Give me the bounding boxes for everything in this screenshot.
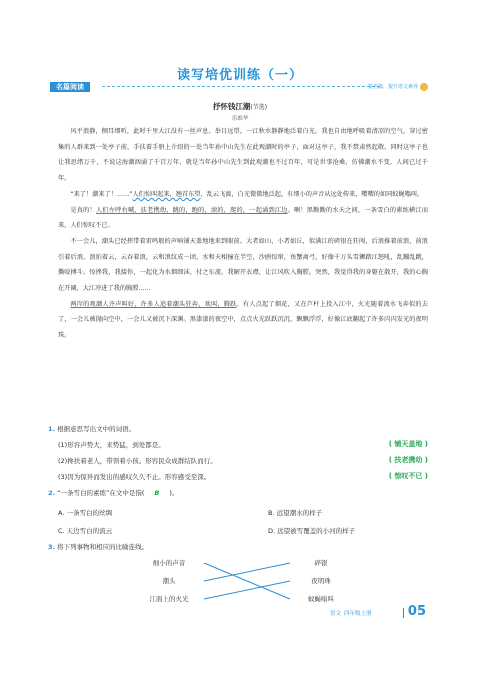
match-line (204, 563, 290, 581)
match-left-item[interactable]: 细小的声音 (152, 559, 186, 567)
option[interactable]: B. 远望潮水的样子 (268, 509, 323, 517)
match-line (204, 563, 290, 599)
question-text: “一条雪白的素练”在文中是指( (57, 489, 145, 497)
banner-divider (102, 86, 380, 87)
answer-text[interactable]: ( 扶老携幼 ) (388, 456, 428, 464)
article-title (0, 101, 480, 112)
question-text: 根据意思写出文中的词语。 (57, 425, 136, 433)
paragraph (58, 297, 428, 344)
section-slogan: 览名篇，提升语文素养 (367, 84, 418, 90)
text-run: 。有人点起了烟花，又在芦杆上投入江中，火光随着流水飞奔似的去了，一会儿被抛向空中，一会儿又被沉下深渊。黑漆漆的夜空中，点点火光跃跃沉沉，飘飘浮浮，好像江底翻起了许多闪闪发光的夜明珠。 (58, 300, 428, 340)
match-right-item[interactable]: 蚊蝇嗡叫 (308, 595, 334, 603)
text-run: ，乱云飞渡，白光微微地泛起，有细小的声音从远处传来，嘤嘤的如同蚊蝇嗡叫。 (200, 190, 424, 198)
page-title: 读写培优训练（一） (176, 68, 303, 83)
match-right-item[interactable]: 碎银 (314, 559, 328, 567)
subject-label: 语文 (330, 611, 342, 617)
section-banner (50, 82, 428, 92)
underlined-text: 两岸的观潮人齐声叫好，许多人追着潮头狂奔，欢叫，腾跃 (70, 300, 237, 308)
underlined-text: 人们惊叫起来，翘首东望 (132, 190, 201, 198)
paragraph (58, 187, 428, 203)
match-left-item[interactable]: 潮头 (162, 577, 176, 585)
question-1-item: (2)搀扶着老人，带领着小孩。形容民众成群结队而行。 (58, 457, 217, 465)
paragraph: 不一会儿，潮头已经挟带着雷鸣般的声响铺天盖地地来到眼前。大者如山，小者如丘，似满江的碎银在狂闯，后浪推着前浪，前浪引着后浪，浪拍着云，云吞着浪，云和浪纹成一团，水和天相撞在半空，沙鸥惊窜，鱼蟹离弓，好像千万头雪狮踏江怒吼，乱蹦乱跳，撕咬搏斗。惊挫我，我接你，一起化为水烟细沫，付之东流。我解开衣襟，让江风吹入胸膛。突然，我觉得我的身躯在散开，我的心胸在开阔，大江冲进了我的胸膛…… (58, 237, 428, 293)
underlined-text: 人们左呼右喊，扶老携幼，跳的，跑的，滚的，爬的，一起涌到江边 (95, 206, 288, 214)
option[interactable]: C. 天边雪白的流云 (58, 527, 113, 535)
article-note: (节选) (250, 104, 268, 111)
option[interactable]: A. 一条雪白的丝绸 (58, 509, 112, 517)
article-author: 乐维华 (231, 116, 249, 122)
match-left-item[interactable]: 江面上的火光 (149, 595, 189, 603)
answer-choice[interactable]: B (154, 489, 160, 497)
page-footer (330, 604, 426, 619)
question-1-item: (3)因为惊异而发出的感叹久久不止。形容感受至深。 (58, 473, 211, 481)
question-1-item: (1)形容声势大，来势猛，到处都是。 (58, 441, 165, 449)
option[interactable]: D. 远望被雪覆盖的小河的样子 (268, 527, 356, 535)
page-number: 05 (407, 604, 426, 619)
match-right-item[interactable]: 夜明珠 (311, 577, 331, 585)
badge-icon (420, 83, 428, 91)
text-run: “来了！潮来了！……” (70, 190, 133, 198)
question-number: 1. (48, 425, 55, 433)
answer-text[interactable]: ( 铺天盖地 ) (388, 440, 428, 448)
question-number: 2. (48, 489, 55, 497)
footer-divider (403, 608, 404, 618)
grade-label: 四年级上册 (344, 611, 372, 617)
question-text: 将下列事物和相应的比喻连线。 (57, 543, 149, 551)
question-number: 3. (48, 543, 55, 551)
paragraph: 风平浪静，侧耳细听，此时千里大江没有一丝声息。举目远望，一江秋水静静地泛着白光。我也自由地呼吸着清凉的空气，穿过密集的人群来到一处亭子前，手扶着手册上介绍的一处当年孙中山先生在此观潮时的亭子，面对这亭子，我不禁肃然起敬。同时这亭子也让我思绪万千，不说这海潮汹涌了千百万年，就是当年孙中山先生到此观潮也不过百年，可是世事沧桑，仿佛潮水不变，人间已过千年。 (58, 128, 428, 183)
match-lines (48, 418, 432, 618)
text-run: 。啊！黑黢黢的水天之间，一条雪白的素练横江而来，人们惊叹不已。 (58, 206, 429, 230)
paragraph (58, 203, 428, 234)
article-passage (58, 124, 428, 344)
answer-text[interactable]: ( 惊叹不已 ) (388, 472, 428, 480)
text-run: 是真的！ (70, 206, 96, 214)
question-text: )。 (169, 489, 179, 497)
section-tag: 名篇阅读 (50, 82, 90, 92)
article-title-text: 抒怀钱江潮 (212, 102, 251, 111)
match-line (204, 581, 290, 599)
